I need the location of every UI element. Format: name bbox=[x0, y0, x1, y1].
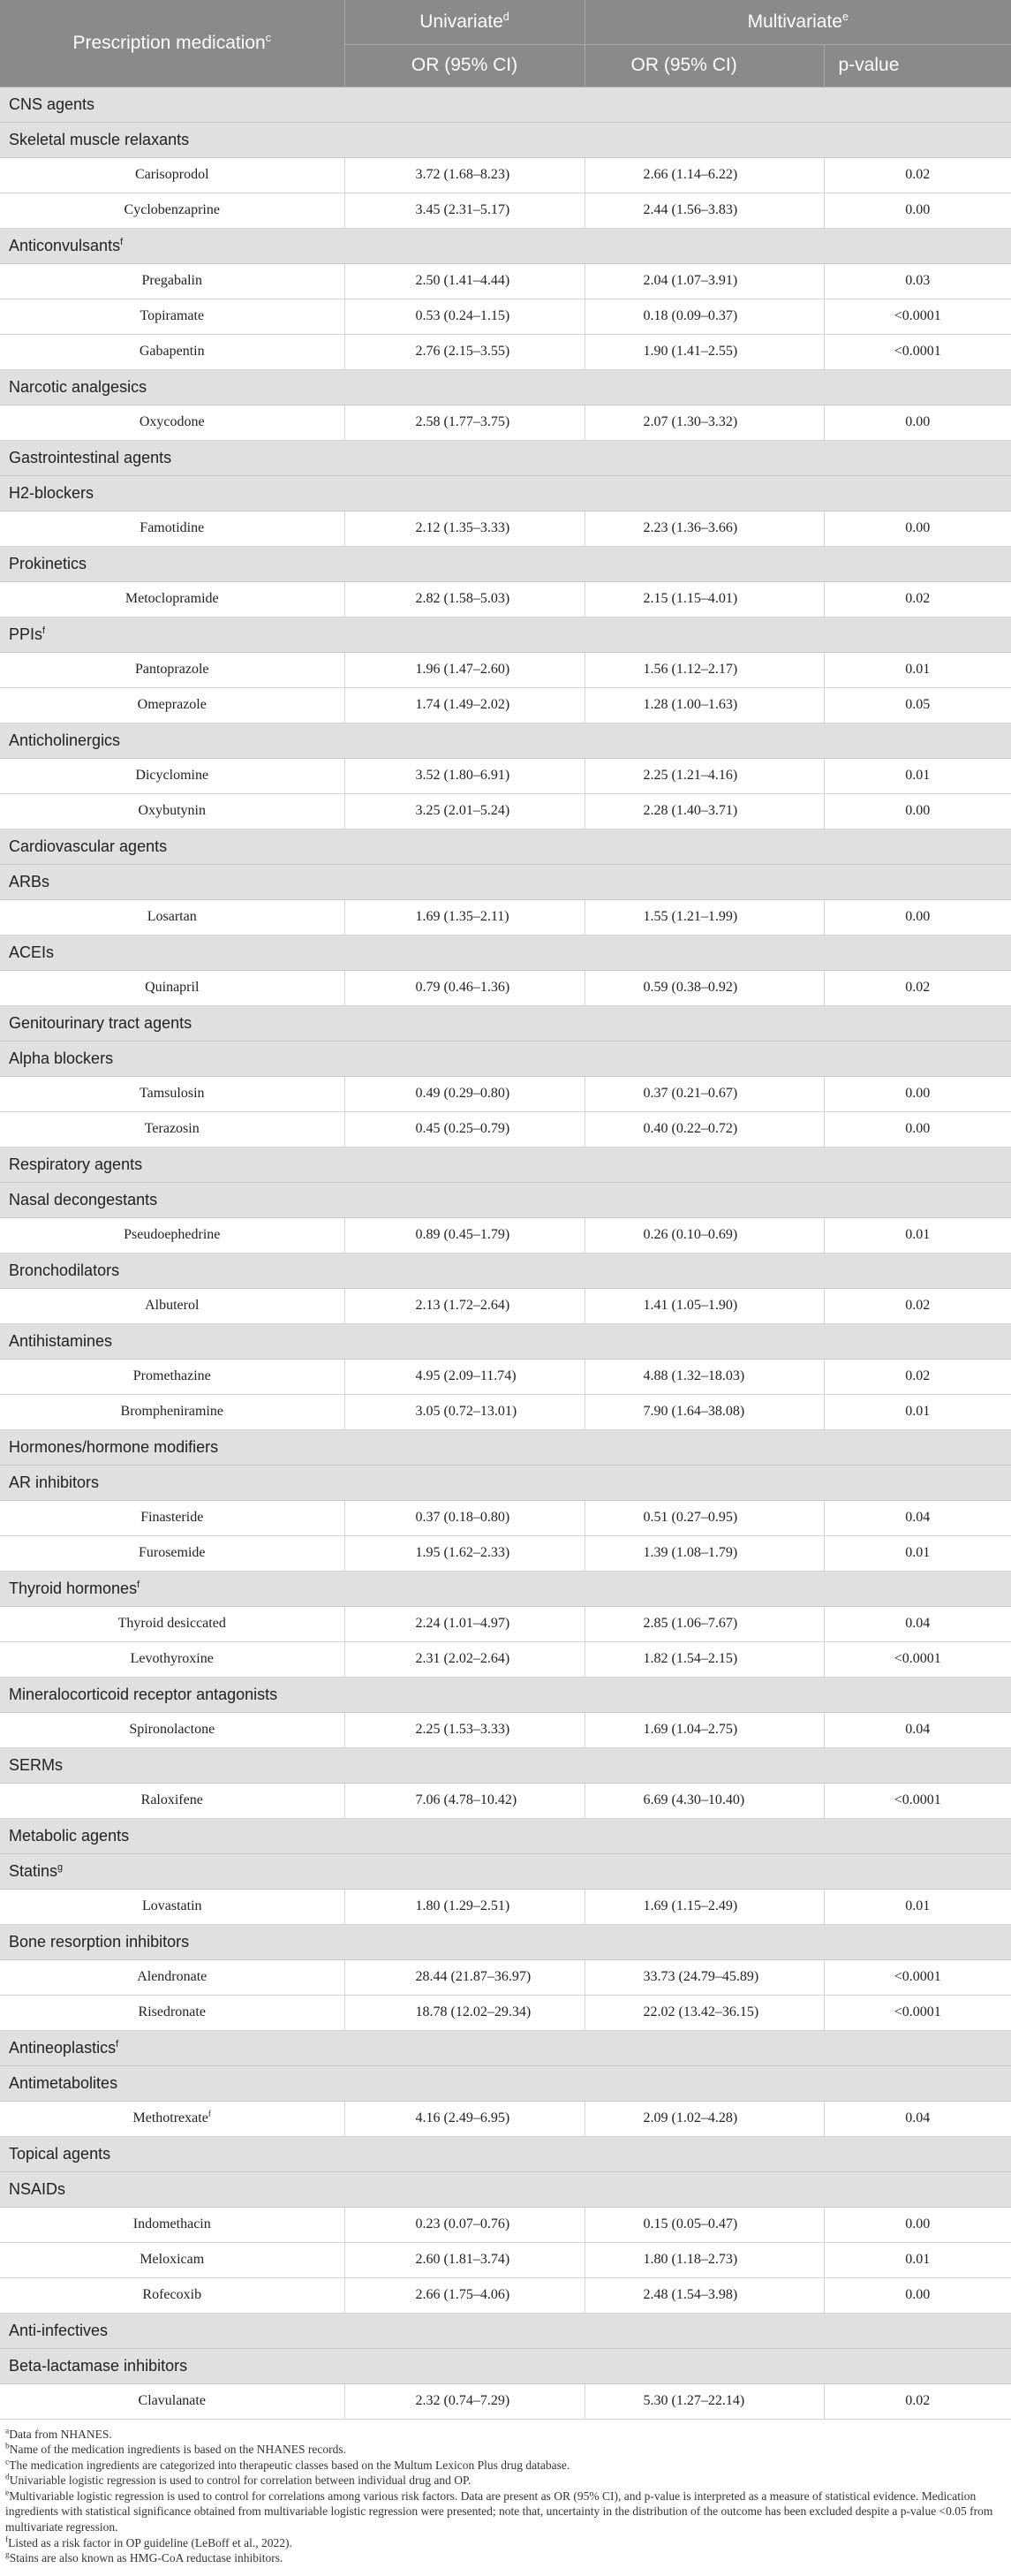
category-label: Alpha blockers bbox=[0, 1041, 1011, 1076]
category-label: Bronchodilators bbox=[0, 1253, 1011, 1288]
table-row bbox=[0, 405, 1011, 440]
table-row bbox=[0, 1783, 1011, 1818]
multivariate-or: 0.59 (0.38–0.92) bbox=[585, 970, 824, 1005]
p-value: 0.03 bbox=[824, 263, 1011, 299]
category-label: Thyroid hormones$^f$ bbox=[0, 1571, 1011, 1606]
p-value: 0.01 bbox=[824, 652, 1011, 687]
multivariate-or: 1.39 (1.08–1.79) bbox=[585, 1535, 824, 1571]
p-value: 0.01 bbox=[824, 2242, 1011, 2277]
header-multivariate-or: OR (95% CI) bbox=[585, 44, 824, 87]
category-label: Metabolic agents bbox=[0, 1818, 1011, 1853]
p-value: <0.0001 bbox=[824, 1959, 1011, 1995]
multivariate-or: 0.37 (0.21–0.67) bbox=[585, 1076, 824, 1111]
univariate-or: 3.25 (2.01–5.24) bbox=[344, 793, 585, 829]
univariate-or: 2.82 (1.58–5.03) bbox=[344, 581, 585, 617]
drug-name: Topiramate bbox=[0, 299, 344, 334]
header-p-value: p-value bbox=[824, 44, 1011, 87]
category-row bbox=[0, 369, 1011, 405]
univariate-or: 2.13 (1.72–2.64) bbox=[344, 1288, 585, 1323]
multivariate-or: 2.48 (1.54–3.98) bbox=[585, 2277, 824, 2313]
multivariate-or: 22.02 (13.42–36.15) bbox=[585, 1995, 824, 2030]
drug-name: Dicyclomine bbox=[0, 758, 344, 793]
univariate-or: 3.72 (1.68–8.23) bbox=[344, 157, 585, 193]
category-row bbox=[0, 617, 1011, 652]
table-row bbox=[0, 970, 1011, 1005]
table-row bbox=[0, 1889, 1011, 1924]
category-label: Topical agents bbox=[0, 2136, 1011, 2171]
category-label: Gastrointestinal agents bbox=[0, 440, 1011, 475]
univariate-or: 2.76 (2.15–3.55) bbox=[344, 334, 585, 369]
category-label: Genitourinary tract agents bbox=[0, 1005, 1011, 1041]
multivariate-or: 1.41 (1.05–1.90) bbox=[585, 1288, 824, 1323]
table-row bbox=[0, 263, 1011, 299]
table-row bbox=[0, 157, 1011, 193]
table-row bbox=[0, 1712, 1011, 1747]
drug-name: Finasteride bbox=[0, 1500, 344, 1535]
category-row bbox=[0, 1429, 1011, 1465]
multivariate-or: 0.26 (0.10–0.69) bbox=[585, 1217, 824, 1253]
multivariate-or: 1.28 (1.00–1.63) bbox=[585, 687, 824, 723]
category-row bbox=[0, 1853, 1011, 1889]
drug-name: Brompheniramine bbox=[0, 1394, 344, 1429]
category-label: Narcotic analgesics bbox=[0, 369, 1011, 405]
category-row bbox=[0, 475, 1011, 511]
category-row bbox=[0, 87, 1011, 122]
table-row bbox=[0, 1535, 1011, 1571]
drug-name: Terazosin bbox=[0, 1111, 344, 1147]
header-prescription-medication: Prescription medication$^c$ bbox=[0, 0, 344, 87]
category-label: Respiratory agents bbox=[0, 1147, 1011, 1182]
p-value: 0.00 bbox=[824, 405, 1011, 440]
drug-name: Spironolactone bbox=[0, 1712, 344, 1747]
univariate-or: 28.44 (21.87–36.97) bbox=[344, 1959, 585, 1995]
p-value: 0.01 bbox=[824, 1535, 1011, 1571]
category-row bbox=[0, 1182, 1011, 1217]
drug-name: Raloxifene bbox=[0, 1783, 344, 1818]
univariate-or: 0.37 (0.18–0.80) bbox=[344, 1500, 585, 1535]
category-label: ACEIs bbox=[0, 935, 1011, 970]
category-label: Antihistamines bbox=[0, 1323, 1011, 1359]
drug-name: Rofecoxib bbox=[0, 2277, 344, 2313]
multivariate-or: 0.18 (0.09–0.37) bbox=[585, 299, 824, 334]
category-label: Antineoplastics$^f$ bbox=[0, 2030, 1011, 2065]
drug-name: Levothyroxine bbox=[0, 1641, 344, 1677]
category-label: Bone resorption inhibitors bbox=[0, 1924, 1011, 1959]
category-label: Anticonvulsants$^f$ bbox=[0, 228, 1011, 263]
category-row bbox=[0, 2065, 1011, 2101]
p-value: 0.01 bbox=[824, 758, 1011, 793]
multivariate-or: 2.44 (1.56–3.83) bbox=[585, 193, 824, 228]
table-row bbox=[0, 793, 1011, 829]
p-value: 0.02 bbox=[824, 581, 1011, 617]
category-row bbox=[0, 2171, 1011, 2207]
category-row bbox=[0, 2136, 1011, 2171]
p-value: 0.00 bbox=[824, 899, 1011, 935]
univariate-or: 2.58 (1.77–3.75) bbox=[344, 405, 585, 440]
table-row bbox=[0, 334, 1011, 369]
table-footnotes bbox=[0, 2420, 1011, 2566]
footnote: $^d$Univariable logistic regression is used to control for correlation between individual drug and OP. bbox=[5, 2473, 472, 2488]
univariate-or: 1.69 (1.35–2.11) bbox=[344, 899, 585, 935]
p-value: 0.00 bbox=[824, 2277, 1011, 2313]
multivariate-or: 1.80 (1.18–2.73) bbox=[585, 2242, 824, 2277]
univariate-or: 4.16 (2.49–6.95) bbox=[344, 2101, 585, 2136]
univariate-or: 2.24 (1.01–4.97) bbox=[344, 1606, 585, 1641]
multivariate-or: 2.15 (1.15–4.01) bbox=[585, 581, 824, 617]
univariate-or: 0.79 (0.46–1.36) bbox=[344, 970, 585, 1005]
category-row bbox=[0, 1041, 1011, 1076]
drug-name: Oxybutynin bbox=[0, 793, 344, 829]
drug-name: Omeprazole bbox=[0, 687, 344, 723]
table-row bbox=[0, 2207, 1011, 2242]
table-row bbox=[0, 299, 1011, 334]
p-value: 0.02 bbox=[824, 157, 1011, 193]
category-label: Anticholinergics bbox=[0, 723, 1011, 758]
category-label: NSAIDs bbox=[0, 2171, 1011, 2207]
category-label: Beta-lactamase inhibitors bbox=[0, 2348, 1011, 2383]
table-row bbox=[0, 1288, 1011, 1323]
p-value: 0.00 bbox=[824, 1076, 1011, 1111]
drug-name: Clavulanate bbox=[0, 2383, 344, 2419]
footnote: $^f$Listed as a risk factor in OP guideline (LeBoff et al., 2022). bbox=[5, 2535, 292, 2549]
p-value: <0.0001 bbox=[824, 1783, 1011, 1818]
multivariate-or: 0.15 (0.05–0.47) bbox=[585, 2207, 824, 2242]
header-multivariate: Multivariate$^e$ bbox=[585, 0, 1011, 44]
table-row bbox=[0, 1606, 1011, 1641]
drug-name: Furosemide bbox=[0, 1535, 344, 1571]
category-row bbox=[0, 1571, 1011, 1606]
univariate-or: 2.66 (1.75–4.06) bbox=[344, 2277, 585, 2313]
univariate-or: 2.31 (2.02–2.64) bbox=[344, 1641, 585, 1677]
p-value: 0.02 bbox=[824, 2383, 1011, 2419]
category-row bbox=[0, 440, 1011, 475]
p-value: 0.02 bbox=[824, 1288, 1011, 1323]
table-row bbox=[0, 687, 1011, 723]
multivariate-or: 1.90 (1.41–2.55) bbox=[585, 334, 824, 369]
p-value: 0.04 bbox=[824, 2101, 1011, 2136]
p-value: 0.04 bbox=[824, 1606, 1011, 1641]
drug-name: Thyroid desiccated bbox=[0, 1606, 344, 1641]
category-label: PPIs$^f$ bbox=[0, 617, 1011, 652]
category-row bbox=[0, 864, 1011, 899]
p-value: 0.04 bbox=[824, 1500, 1011, 1535]
footnote: $^b$Name of the medication ingredients is based on the NHANES records. bbox=[5, 2442, 346, 2457]
table-row bbox=[0, 581, 1011, 617]
univariate-or: 1.80 (1.29–2.51) bbox=[344, 1889, 585, 1924]
p-value: 0.01 bbox=[824, 1889, 1011, 1924]
drug-name: Quinapril bbox=[0, 970, 344, 1005]
drug-name: Losartan bbox=[0, 899, 344, 935]
footnote: $^e$Multivariable logistic regression is used to control for correlations among various risk factors. Data are present as OR (95% CI), and p-value is interpreted as a measure of statistical evidence. Medication ingredients with statistical significance obtained from multivariable logistic regression were presented; note that, uncertainty in the distribution of the outcome has been excluded despite a p-value <0.05 from multivariate regression. bbox=[5, 2489, 993, 2534]
multivariate-or: 4.88 (1.32–18.03) bbox=[585, 1359, 824, 1394]
drug-name: Famotidine bbox=[0, 511, 344, 546]
drug-name: Methotrexate$^f$ bbox=[0, 2101, 344, 2136]
table-body bbox=[0, 87, 1011, 2419]
multivariate-or: 1.69 (1.15–2.49) bbox=[585, 1889, 824, 1924]
univariate-or: 2.32 (0.74–7.29) bbox=[344, 2383, 585, 2419]
drug-name: Albuterol bbox=[0, 1288, 344, 1323]
category-row bbox=[0, 1677, 1011, 1712]
univariate-or: 0.23 (0.07–0.76) bbox=[344, 2207, 585, 2242]
footnote: $^c$The medication ingredients are categorized into therapeutic classes based on the Multum Lexicon Plus drug database. bbox=[5, 2458, 570, 2472]
category-label: Hormones/hormone modifiers bbox=[0, 1429, 1011, 1465]
category-row bbox=[0, 1465, 1011, 1500]
p-value: 0.02 bbox=[824, 1359, 1011, 1394]
table-row bbox=[0, 2242, 1011, 2277]
category-row bbox=[0, 546, 1011, 581]
drug-name: Oxycodone bbox=[0, 405, 344, 440]
category-row bbox=[0, 1147, 1011, 1182]
category-row bbox=[0, 1924, 1011, 1959]
table-row bbox=[0, 1076, 1011, 1111]
univariate-or: 2.12 (1.35–3.33) bbox=[344, 511, 585, 546]
multivariate-or: 1.56 (1.12–2.17) bbox=[585, 652, 824, 687]
category-row bbox=[0, 122, 1011, 157]
category-row bbox=[0, 2348, 1011, 2383]
table-row bbox=[0, 1359, 1011, 1394]
table-row bbox=[0, 1217, 1011, 1253]
p-value: <0.0001 bbox=[824, 334, 1011, 369]
univariate-or: 1.95 (1.62–2.33) bbox=[344, 1535, 585, 1571]
p-value: 0.05 bbox=[824, 687, 1011, 723]
multivariate-or: 6.69 (4.30–10.40) bbox=[585, 1783, 824, 1818]
table-row bbox=[0, 1995, 1011, 2030]
table-row bbox=[0, 1500, 1011, 1535]
univariate-or: 0.89 (0.45–1.79) bbox=[344, 1217, 585, 1253]
p-value: 0.00 bbox=[824, 511, 1011, 546]
category-row bbox=[0, 228, 1011, 263]
p-value: 0.01 bbox=[824, 1394, 1011, 1429]
category-row bbox=[0, 1818, 1011, 1853]
category-label: AR inhibitors bbox=[0, 1465, 1011, 1500]
p-value: 0.04 bbox=[824, 1712, 1011, 1747]
multivariate-or: 1.82 (1.54–2.15) bbox=[585, 1641, 824, 1677]
multivariate-or: 5.30 (1.27–22.14) bbox=[585, 2383, 824, 2419]
table-row bbox=[0, 899, 1011, 935]
category-label: H2-blockers bbox=[0, 475, 1011, 511]
drug-name: Metoclopramide bbox=[0, 581, 344, 617]
univariate-or: 7.06 (4.78–10.42) bbox=[344, 1783, 585, 1818]
univariate-or: 3.52 (1.80–6.91) bbox=[344, 758, 585, 793]
multivariate-or: 2.28 (1.40–3.71) bbox=[585, 793, 824, 829]
drug-name: Lovastatin bbox=[0, 1889, 344, 1924]
univariate-or: 4.95 (2.09–11.74) bbox=[344, 1359, 585, 1394]
table-row bbox=[0, 652, 1011, 687]
table-header bbox=[0, 0, 1011, 87]
category-row bbox=[0, 723, 1011, 758]
p-value: 0.00 bbox=[824, 193, 1011, 228]
category-label: Anti-infectives bbox=[0, 2313, 1011, 2348]
category-label: ARBs bbox=[0, 864, 1011, 899]
p-value: 0.00 bbox=[824, 793, 1011, 829]
multivariate-or: 0.40 (0.22–0.72) bbox=[585, 1111, 824, 1147]
univariate-or: 0.53 (0.24–1.15) bbox=[344, 299, 585, 334]
p-value: 0.02 bbox=[824, 970, 1011, 1005]
header-univariate: Univariate$^d$ bbox=[344, 0, 585, 44]
multivariate-or: 33.73 (24.79–45.89) bbox=[585, 1959, 824, 1995]
univariate-or: 1.96 (1.47–2.60) bbox=[344, 652, 585, 687]
univariate-or: 3.05 (0.72–13.01) bbox=[344, 1394, 585, 1429]
p-value: 0.01 bbox=[824, 1217, 1011, 1253]
p-value: <0.0001 bbox=[824, 1995, 1011, 2030]
drug-name: Carisoprodol bbox=[0, 157, 344, 193]
category-label: SERMs bbox=[0, 1747, 1011, 1783]
drug-name: Meloxicam bbox=[0, 2242, 344, 2277]
univariate-or: 3.45 (2.31–5.17) bbox=[344, 193, 585, 228]
table-row bbox=[0, 2101, 1011, 2136]
univariate-or: 2.50 (1.41–4.44) bbox=[344, 263, 585, 299]
category-row bbox=[0, 2030, 1011, 2065]
univariate-or: 0.45 (0.25–0.79) bbox=[344, 1111, 585, 1147]
p-value: 0.00 bbox=[824, 1111, 1011, 1147]
category-label: CNS agents bbox=[0, 87, 1011, 122]
p-value: <0.0001 bbox=[824, 1641, 1011, 1677]
multivariate-or: 0.51 (0.27–0.95) bbox=[585, 1500, 824, 1535]
category-row bbox=[0, 1323, 1011, 1359]
univariate-or: 2.60 (1.81–3.74) bbox=[344, 2242, 585, 2277]
multivariate-or: 1.69 (1.04–2.75) bbox=[585, 1712, 824, 1747]
footnote: $^g$Stains are also known as HMG-CoA reductase inhibitors. bbox=[5, 2550, 283, 2565]
drug-name: Alendronate bbox=[0, 1959, 344, 1995]
table-row bbox=[0, 193, 1011, 228]
table-row bbox=[0, 1641, 1011, 1677]
category-label: Statins$^g$ bbox=[0, 1853, 1011, 1889]
category-row bbox=[0, 829, 1011, 864]
table-row bbox=[0, 2277, 1011, 2313]
drug-name: Indomethacin bbox=[0, 2207, 344, 2242]
category-row bbox=[0, 1005, 1011, 1041]
multivariate-or: 2.85 (1.06–7.67) bbox=[585, 1606, 824, 1641]
category-label: Antimetabolites bbox=[0, 2065, 1011, 2101]
multivariate-or: 2.09 (1.02–4.28) bbox=[585, 2101, 824, 2136]
table-row bbox=[0, 1394, 1011, 1429]
univariate-or: 1.74 (1.49–2.02) bbox=[344, 687, 585, 723]
category-label: Prokinetics bbox=[0, 546, 1011, 581]
drug-name: Cyclobenzaprine bbox=[0, 193, 344, 228]
category-label: Mineralocorticoid receptor antagonists bbox=[0, 1677, 1011, 1712]
drug-name: Gabapentin bbox=[0, 334, 344, 369]
table-row bbox=[0, 1959, 1011, 1995]
p-value: 0.00 bbox=[824, 2207, 1011, 2242]
univariate-or: 18.78 (12.02–29.34) bbox=[344, 1995, 585, 2030]
multivariate-or: 2.04 (1.07–3.91) bbox=[585, 263, 824, 299]
multivariate-or: 2.66 (1.14–6.22) bbox=[585, 157, 824, 193]
drug-name: Tamsulosin bbox=[0, 1076, 344, 1111]
multivariate-or: 2.07 (1.30–3.32) bbox=[585, 405, 824, 440]
multivariate-or: 1.55 (1.21–1.99) bbox=[585, 899, 824, 935]
table-row bbox=[0, 758, 1011, 793]
category-label: Skeletal muscle relaxants bbox=[0, 122, 1011, 157]
category-row bbox=[0, 935, 1011, 970]
footnote: $^a$Data from NHANES. bbox=[5, 2427, 112, 2441]
category-label: Cardiovascular agents bbox=[0, 829, 1011, 864]
drug-name: Pregabalin bbox=[0, 263, 344, 299]
table-row bbox=[0, 1111, 1011, 1147]
category-label: Nasal decongestants bbox=[0, 1182, 1011, 1217]
category-row bbox=[0, 1747, 1011, 1783]
table-row bbox=[0, 511, 1011, 546]
univariate-or: 0.49 (0.29–0.80) bbox=[344, 1076, 585, 1111]
p-value: <0.0001 bbox=[824, 299, 1011, 334]
drug-name: Promethazine bbox=[0, 1359, 344, 1394]
multivariate-or: 7.90 (1.64–38.08) bbox=[585, 1394, 824, 1429]
univariate-or: 2.25 (1.53–3.33) bbox=[344, 1712, 585, 1747]
category-row bbox=[0, 1253, 1011, 1288]
multivariate-or: 2.23 (1.36–3.66) bbox=[585, 511, 824, 546]
header-univariate-or: OR (95% CI) bbox=[344, 44, 585, 87]
multivariate-or: 2.25 (1.21–4.16) bbox=[585, 758, 824, 793]
drug-name: Pantoprazole bbox=[0, 652, 344, 687]
drug-name: Pseudoephedrine bbox=[0, 1217, 344, 1253]
category-row bbox=[0, 2313, 1011, 2348]
table-row bbox=[0, 2383, 1011, 2419]
drug-name: Risedronate bbox=[0, 1995, 344, 2030]
